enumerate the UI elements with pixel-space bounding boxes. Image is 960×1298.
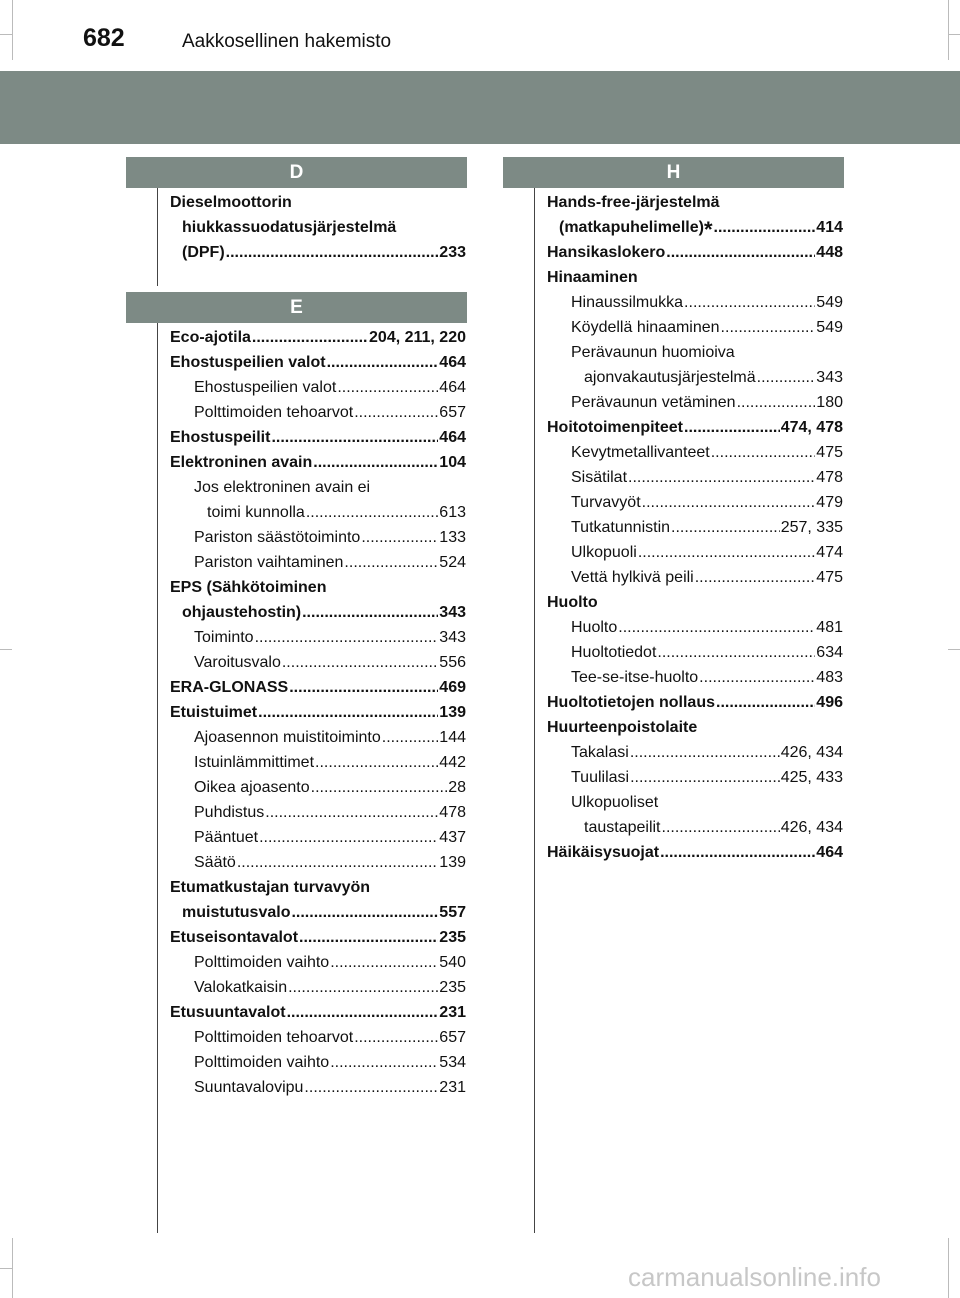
leader-dots — [642, 490, 816, 515]
page-reference: 540 — [439, 954, 466, 971]
entry-text: Tee-se-itse-huolto — [571, 669, 699, 686]
index-entry — [547, 815, 843, 840]
entry-text: Perävaunun huomioiva — [571, 344, 735, 361]
page-reference: 414 — [816, 219, 843, 236]
entry-text: toimi kunnolla — [207, 504, 305, 521]
entry-text: Puhdistus — [194, 804, 265, 821]
index-entry — [170, 925, 466, 950]
leader-dots — [354, 1025, 438, 1050]
page-reference: 474, 478 — [780, 419, 843, 436]
index-entry — [170, 725, 466, 750]
leader-dots — [330, 1050, 438, 1075]
page-reference: 343 — [816, 369, 843, 386]
index-entry — [170, 950, 466, 975]
index-entry — [547, 615, 843, 640]
entry-text: Toiminto — [194, 629, 254, 646]
index-entry — [170, 600, 466, 625]
section-header-d: D — [126, 157, 467, 188]
entry-text: Tuulilasi — [571, 769, 630, 786]
leader-dots — [330, 950, 438, 975]
index-entry — [170, 375, 466, 400]
entry-text: Suuntavalovipu — [194, 1079, 304, 1096]
page-reference: 557 — [439, 904, 466, 921]
page-reference: 426, 434 — [780, 819, 843, 836]
page-reference: 235 — [439, 929, 466, 946]
leader-dots — [289, 675, 438, 700]
leader-dots — [657, 640, 815, 665]
page-reference: 475 — [816, 444, 843, 461]
page-reference: 231 — [439, 1004, 466, 1021]
entry-text: Istuinlämmittimet — [194, 754, 315, 771]
leader-dots — [721, 315, 816, 340]
index-entry — [170, 425, 466, 450]
leader-dots — [714, 215, 816, 240]
entry-text: EPS (Sähkötoiminen — [170, 579, 327, 596]
leader-dots — [711, 440, 816, 465]
leader-dots — [638, 540, 815, 565]
leader-dots — [252, 325, 368, 350]
crop-mark — [948, 1238, 949, 1298]
watermark: carmanualsonline.info — [628, 1262, 881, 1292]
entry-text: Ehostuspeilit — [170, 429, 271, 446]
entry-text: Tutkatunnistin — [571, 519, 671, 536]
entry-text: Vettä hylkivä peili — [571, 569, 694, 586]
index-entry — [547, 665, 843, 690]
index-entry — [170, 675, 466, 700]
page-reference: 469 — [439, 679, 466, 696]
entry-text: Ehostuspeilien valot — [170, 354, 326, 371]
crop-mark — [948, 34, 960, 35]
index-entry — [170, 215, 466, 240]
leader-dots — [259, 825, 438, 850]
index-entry — [547, 840, 843, 865]
leader-dots — [699, 665, 815, 690]
index-entry — [170, 800, 466, 825]
leader-dots — [287, 1000, 439, 1025]
page-reference: 475 — [816, 569, 843, 586]
page-reference: 556 — [439, 654, 466, 671]
index-entry — [547, 465, 843, 490]
page-reference: 104 — [439, 454, 466, 471]
index-entry — [170, 625, 466, 650]
crop-mark — [0, 649, 12, 650]
entry-text: Varoitusvalo — [194, 654, 281, 671]
page-reference: 231 — [439, 1079, 466, 1096]
index-entry — [170, 190, 466, 215]
entry-text: Jos elektroninen avain ei — [194, 479, 371, 496]
index-entry — [170, 1050, 466, 1075]
entry-text: ohjaustehostin) — [182, 604, 302, 621]
index-entry — [170, 775, 466, 800]
leader-dots — [313, 450, 438, 475]
index-entry — [547, 415, 843, 440]
index-entry — [170, 900, 466, 925]
entry-text: Etuistuimet — [170, 704, 258, 721]
index-entry — [547, 565, 843, 590]
index-entry — [547, 515, 843, 540]
section-header-e: E — [126, 292, 467, 323]
entry-text: Huoltotietojen nollaus — [547, 694, 715, 711]
entry-text: Huurteenpoistolaite — [547, 719, 698, 736]
entry-text: Polttimoiden tehoarvot — [194, 404, 354, 421]
column-rule — [157, 323, 158, 1233]
leader-dots — [337, 375, 438, 400]
entry-text: Turvavyöt — [571, 494, 641, 511]
page-reference: 144 — [439, 729, 466, 746]
index-entry — [547, 265, 843, 290]
entry-text: muistutusvalo — [182, 904, 291, 921]
page-reference: 448 — [816, 244, 843, 261]
crop-mark — [948, 649, 960, 650]
leader-dots — [299, 925, 438, 950]
page-reference: 426, 434 — [780, 744, 843, 761]
entry-text: Ulkopuoliset — [571, 794, 659, 811]
page-reference: 483 — [816, 669, 843, 686]
index-entry — [170, 575, 466, 600]
entry-text: (DPF) — [182, 244, 225, 261]
index-entry — [170, 1025, 466, 1050]
crop-mark — [0, 34, 12, 35]
leader-dots — [255, 625, 439, 650]
entry-text: Etumatkustajan turvavyön — [170, 879, 371, 896]
page-reference: 139 — [439, 704, 466, 721]
index-entry — [547, 365, 843, 390]
entry-text: Perävaunun vetäminen — [571, 394, 736, 411]
index-entry — [170, 975, 466, 1000]
leader-dots — [757, 365, 816, 390]
page-reference: 657 — [439, 404, 466, 421]
index-entry — [547, 715, 843, 740]
leader-dots — [306, 500, 438, 525]
entry-text: Eco-ajotila — [170, 329, 251, 346]
leader-dots — [684, 415, 780, 440]
section-header-h: H — [503, 157, 844, 188]
page-reference: 464 — [816, 844, 843, 861]
leader-dots — [666, 240, 815, 265]
index-entry — [170, 325, 466, 350]
index-entry — [170, 1000, 466, 1025]
leader-dots — [237, 850, 438, 875]
index-entry — [170, 400, 466, 425]
column-rule — [534, 188, 535, 1233]
page-header — [0, 0, 960, 64]
leader-dots — [304, 1075, 438, 1100]
entry-text: Polttimoiden vaihto — [194, 954, 330, 971]
index-list-e — [170, 325, 466, 1100]
entry-text: Dieselmoottorin — [170, 194, 292, 211]
page-reference: 478 — [439, 804, 466, 821]
entry-text: Huoltotiedot — [571, 644, 657, 661]
index-entry — [170, 700, 466, 725]
index-entry — [547, 740, 843, 765]
leader-dots — [671, 515, 780, 540]
entry-text: Polttimoiden vaihto — [194, 1054, 330, 1071]
page-reference: 496 — [816, 694, 843, 711]
page-reference: 235 — [439, 979, 466, 996]
page-reference: 474 — [816, 544, 843, 561]
page-reference: 464 — [439, 379, 466, 396]
crop-mark — [0, 0, 13, 60]
leader-dots — [226, 240, 439, 265]
entry-text: Häikäisysuojat — [547, 844, 660, 861]
leader-dots — [660, 840, 815, 865]
leader-dots — [258, 700, 438, 725]
leader-dots — [628, 465, 815, 490]
crop-mark — [948, 0, 960, 60]
page-reference: 437 — [439, 829, 466, 846]
entry-text: taustapeilit — [584, 819, 661, 836]
leader-dots — [354, 400, 438, 425]
page-reference: 343 — [439, 629, 466, 646]
page-reference: 139 — [439, 854, 466, 871]
leader-dots — [737, 390, 816, 415]
leader-dots — [662, 815, 780, 840]
leader-dots — [327, 350, 439, 375]
entry-text: Köydellä hinaaminen — [571, 319, 720, 336]
leader-dots — [271, 425, 438, 450]
page-reference: 180 — [816, 394, 843, 411]
entry-text: Hinaussilmukka — [571, 294, 684, 311]
leader-dots — [282, 650, 438, 675]
index-entry — [547, 590, 843, 615]
entry-text: Valokatkaisin — [194, 979, 288, 996]
page-reference: 233 — [439, 244, 466, 261]
index-entry — [170, 475, 466, 500]
page-number: 682 — [83, 24, 125, 52]
index-entry — [170, 650, 466, 675]
leader-dots — [716, 690, 815, 715]
index-entry — [547, 440, 843, 465]
page-reference: 464 — [439, 429, 466, 446]
entry-text: Ajoasennon muistitoiminto — [194, 729, 381, 746]
index-entry — [547, 315, 843, 340]
page-reference: 257, 335 — [780, 519, 843, 536]
leader-dots — [291, 900, 438, 925]
entry-text: (matkapuhelimelle) — [559, 219, 704, 236]
index-entry — [547, 640, 843, 665]
index-entry — [170, 240, 466, 265]
entry-text: Hinaaminen — [547, 269, 638, 286]
leader-dots — [315, 750, 438, 775]
entry-text: Elektroninen avain — [170, 454, 313, 471]
entry-text: Takalasi — [571, 744, 629, 761]
entry-text: Pariston säästötoiminto — [194, 529, 361, 546]
page-reference: 28 — [448, 779, 466, 796]
index-entry — [547, 540, 843, 565]
entry-text: Hansikaslokero — [547, 244, 666, 261]
index-entry — [170, 850, 466, 875]
leader-dots — [311, 775, 448, 800]
page-reference: 442 — [439, 754, 466, 771]
index-entry — [547, 390, 843, 415]
index-entry — [170, 350, 466, 375]
page-reference: 634 — [816, 644, 843, 661]
crop-mark — [0, 1268, 12, 1269]
index-entry — [547, 290, 843, 315]
leader-dots — [630, 740, 780, 765]
entry-text: hiukkassuodatusjärjestelmä — [182, 219, 397, 236]
page-reference: 481 — [816, 619, 843, 636]
leader-dots — [361, 525, 438, 550]
index-entry — [170, 450, 466, 475]
entry-text: Huolto — [571, 619, 618, 636]
entry-text: Polttimoiden tehoarvot — [194, 1029, 354, 1046]
index-entry: (matkapuhelimelle) * ..... 414 — [547, 215, 843, 240]
column-rule — [157, 188, 158, 286]
page-reference: 464 — [439, 354, 466, 371]
index-entry — [170, 875, 466, 900]
leader-dots — [630, 765, 780, 790]
entry-text: Etusuuntavalot — [170, 1004, 286, 1021]
index-entry — [547, 690, 843, 715]
leader-dots — [265, 800, 438, 825]
index-list-d — [170, 190, 466, 265]
index-entry — [547, 240, 843, 265]
leader-dots — [344, 550, 438, 575]
index-entry — [170, 750, 466, 775]
entry-text: Ehostuspeilien valot — [194, 379, 337, 396]
entry-text: Hands-free-järjestelmä — [547, 194, 720, 211]
page-reference: 343 — [439, 604, 466, 621]
index-entry — [547, 490, 843, 515]
entry-text: Sisätilat — [571, 469, 628, 486]
entry-text: ajonvakautusjärjestelmä — [584, 369, 756, 386]
entry-text: Kevytmetallivanteet — [571, 444, 710, 461]
entry-text: Oikea ajoasento — [194, 779, 310, 796]
page-reference: 534 — [439, 1054, 466, 1071]
index-list-h — [547, 190, 843, 865]
header-banner — [0, 71, 960, 144]
entry-text: Ulkopuoli — [571, 544, 637, 561]
page-reference: 549 — [816, 319, 843, 336]
leader-dots — [684, 290, 815, 315]
index-entry — [547, 190, 843, 215]
page-reference: 479 — [816, 494, 843, 511]
entry-text: Etuseisontavalot — [170, 929, 299, 946]
index-entry — [170, 550, 466, 575]
page-reference: 478 — [816, 469, 843, 486]
index-entry — [170, 500, 466, 525]
entry-text: Pääntuet — [194, 829, 259, 846]
entry-text: Pariston vaihtaminen — [194, 554, 344, 571]
page-reference: 204, 211, 220 — [369, 329, 466, 346]
index-entry — [170, 825, 466, 850]
index-entry — [547, 765, 843, 790]
index-entry — [547, 790, 843, 815]
entry-text: Hoitotoimenpiteet — [547, 419, 683, 436]
entry-text: Säätö — [194, 854, 236, 871]
page-reference: 613 — [439, 504, 466, 521]
page-reference: 133 — [439, 529, 466, 546]
index-entry — [170, 1075, 466, 1100]
index-entry — [170, 525, 466, 550]
page-reference: 425, 433 — [780, 769, 843, 786]
leader-dots — [288, 975, 438, 1000]
page-reference: 657 — [439, 1029, 466, 1046]
page-title: Aakkosellinen hakemisto — [182, 31, 392, 52]
page-reference: 524 — [439, 554, 466, 571]
page-reference: 549 — [816, 294, 843, 311]
index-entry — [547, 340, 843, 365]
crop-mark — [12, 1238, 13, 1298]
leader-dots — [618, 615, 815, 640]
entry-text: ERA-GLONASS — [170, 679, 289, 696]
leader-dots — [382, 725, 439, 750]
leader-dots — [302, 600, 438, 625]
entry-text: Huolto — [547, 594, 598, 611]
leader-dots — [695, 565, 816, 590]
